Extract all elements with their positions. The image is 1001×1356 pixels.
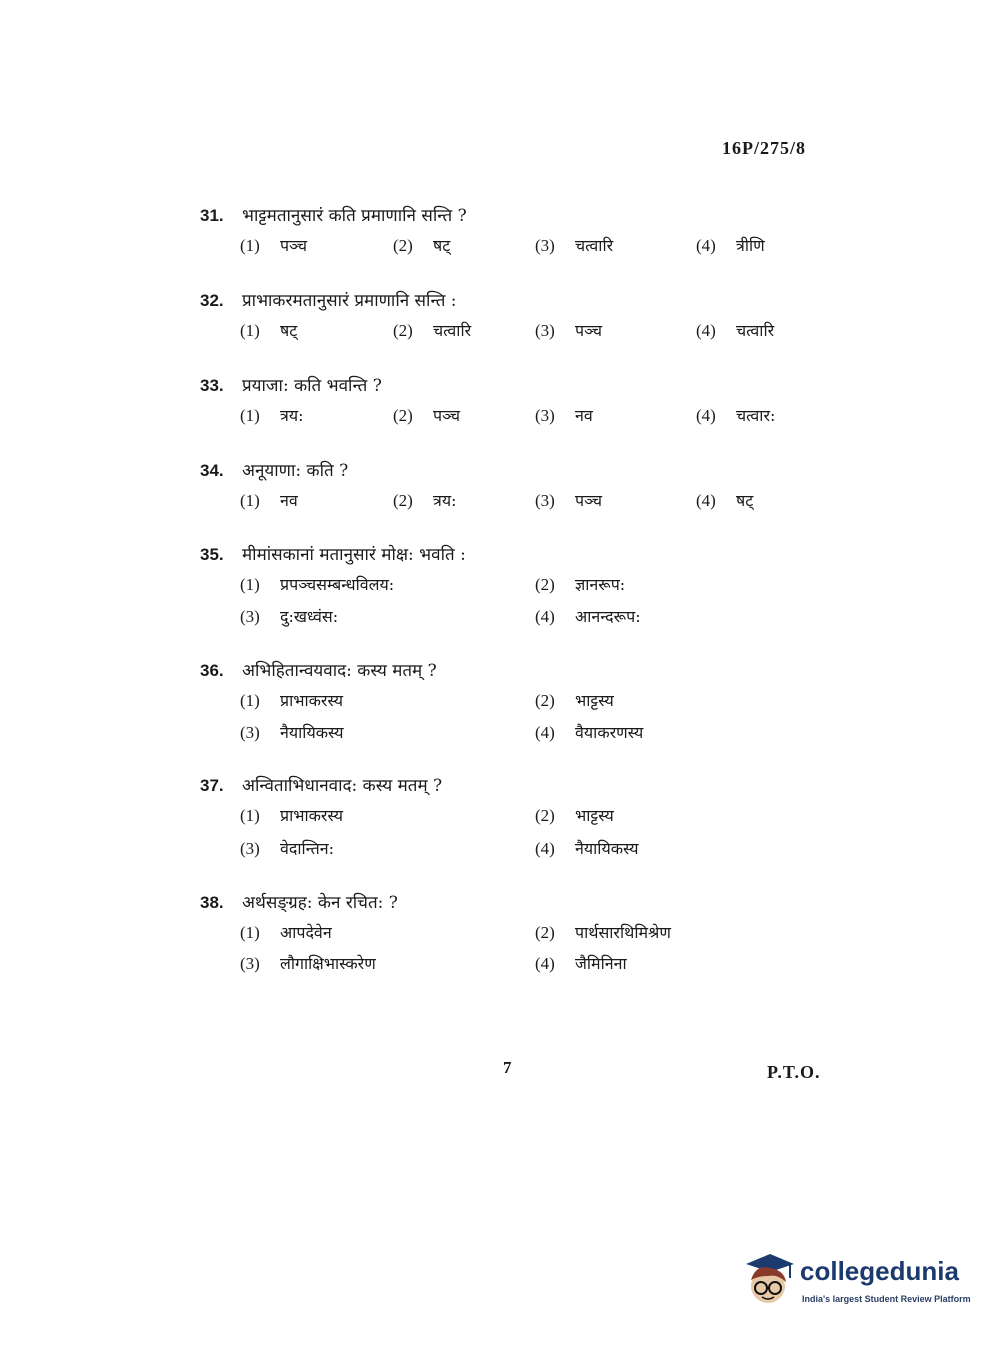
option-2: (2) ज्ञानरूप: [535, 575, 626, 594]
option-3: (3) पञ्च [535, 491, 603, 510]
option-3: (3) वेदान्तिन: [240, 839, 334, 858]
option-3: (3) चत्वारि [535, 236, 614, 255]
question-number: 34. [200, 461, 224, 480]
option-3: (3) नैयायिकस्य [240, 723, 344, 742]
question-number: 38. [200, 893, 224, 912]
option-4: (4) षट् [696, 491, 754, 510]
option-1: (1) प्राभाकरस्य [240, 691, 343, 710]
paper-code: 16P/275/8 [722, 138, 806, 158]
question-number: 33. [200, 376, 224, 395]
question-text: अभिहितान्वयवाद: कस्य मतम् ? [242, 661, 437, 681]
brand-tagline: India's largest Student Review Platform [802, 1294, 971, 1304]
option-4: (4) आनन्दरूप: [535, 607, 641, 626]
question-number: 32. [200, 291, 224, 310]
option-1: (1) प्रपञ्चसम्बन्धविलय: [240, 575, 395, 594]
option-1: (1) नव [240, 491, 298, 510]
question-text: अनूयाणा: कति ? [242, 461, 349, 481]
question-32 [200, 286, 840, 350]
option-1: (1) पञ्च [240, 236, 308, 255]
collegedunia-watermark [740, 1248, 980, 1318]
option-4: (4) नैयायिकस्य [535, 839, 639, 858]
option-4: (4) त्रीणि [696, 236, 765, 255]
option-4: (4) वैयाकरणस्य [535, 723, 644, 742]
option-1: (1) आपदेवेन [240, 923, 332, 942]
option-1: (1) षट् [240, 321, 298, 340]
question-34 [200, 456, 840, 520]
option-3: (3) पञ्च [535, 321, 603, 340]
option-4: (4) जैमिनिना [535, 954, 627, 973]
question-37 [200, 771, 840, 868]
question-text: मीमांसकानां मतानुसारं मोक्ष: भवति : [242, 545, 466, 565]
option-3: (3) लौगाक्षिभास्करेण [240, 954, 376, 973]
brand-name: collegedunia [800, 1256, 959, 1286]
option-4: (4) चत्वारि [696, 321, 775, 340]
option-2: (2) भाट्टस्य [535, 691, 614, 710]
question-33 [200, 371, 840, 435]
option-2: (2) भाट्टस्य [535, 806, 614, 825]
question-text: प्रयाजा: कति भवन्ति ? [242, 376, 382, 396]
question-number: 31. [200, 206, 224, 225]
question-number: 36. [200, 661, 224, 680]
question-text: प्राभाकरमतानुसारं प्रमाणानि सन्ति : [242, 291, 457, 311]
option-2: (2) पञ्च [393, 406, 461, 425]
option-1: (1) त्रय: [240, 406, 304, 425]
option-2: (2) चत्वारि [393, 321, 472, 340]
question-38 [200, 888, 840, 983]
question-number: 37. [200, 776, 224, 795]
option-1: (1) प्राभाकरस्य [240, 806, 343, 825]
question-number: 35. [200, 545, 224, 564]
question-text: अन्विताभिधानवाद: कस्य मतम् ? [242, 776, 443, 796]
option-3: (3) नव [535, 406, 593, 425]
option-2: (2) त्रय: [393, 491, 457, 510]
page-number: 7 [503, 1058, 512, 1077]
mascot-icon [740, 1250, 796, 1312]
question-31 [200, 201, 840, 265]
option-2: (2) पार्थसारथिमिश्रेण [535, 923, 671, 942]
pto-label: P.T.O. [767, 1062, 821, 1082]
option-2: (2) षट् [393, 236, 451, 255]
question-35 [200, 540, 840, 636]
option-4: (4) चत्वार: [696, 406, 776, 425]
question-text: भाट्टमतानुसारं कति प्रमाणानि सन्ति ? [242, 206, 467, 226]
question-text: अर्थसङ्ग्रह: केन रचित: ? [242, 893, 398, 913]
option-3: (3) दु:खध्वंस: [240, 607, 339, 626]
question-36 [200, 656, 840, 752]
